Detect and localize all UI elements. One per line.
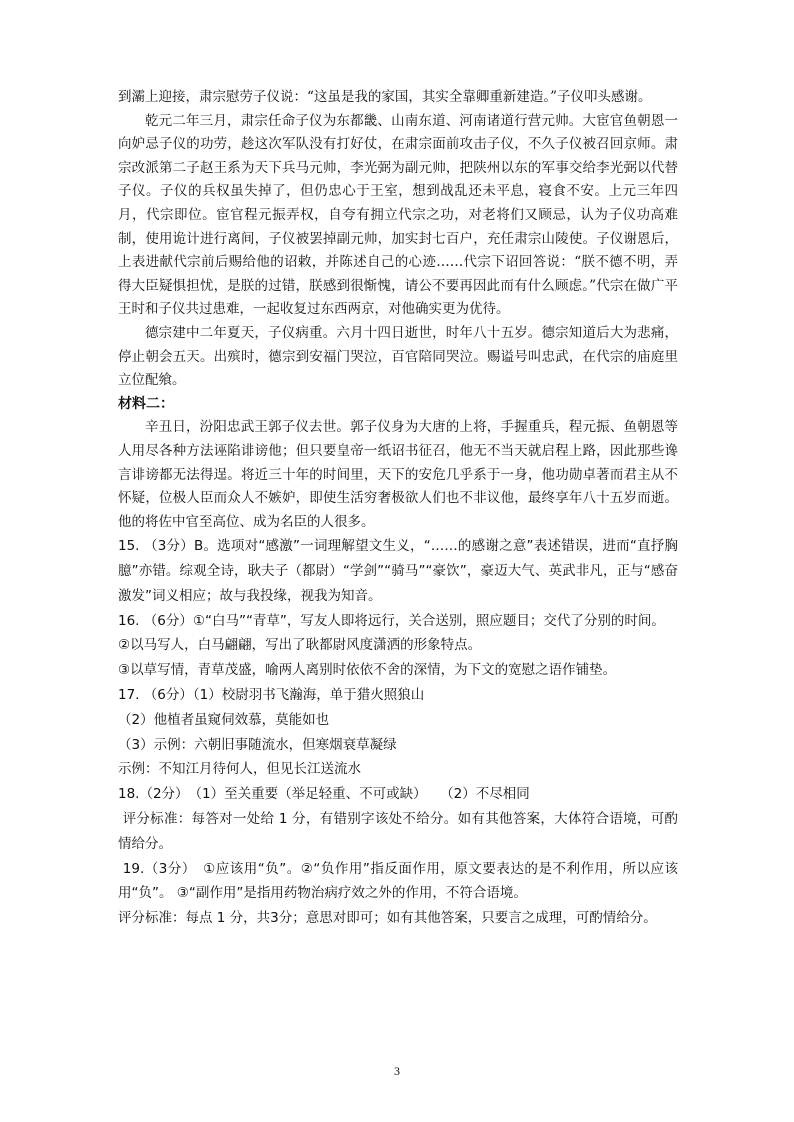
page-content <box>118 86 678 931</box>
material1-paragraph-1: 乾元二年三月，肃宗任命子仪为东都畿、山南东道、河南诸道行营元帅。大宦官鱼朝恩一向妒忌子仪的功劳，趁这次军队没有打好仗，在肃宗面前攻击子仪，不久子仪被召回京师。肃宗改派第二子赵王系为天下兵马元帅，李光弼为副元帅，把陕州以东的军事交给李光弼以代替子仪。子仪的兵权虽失掉了，但仍忠心于王室，想到战乱还未平息，寝食不安。上元三年四月，代宗即位。宦官程元振弄权，自夸有拥立代宗之功，对老将们又顾忌，认为子仪功高难制，使用诡计进行离间，子仪被罢掉副元帅，加实封七百户，充任肃宗山陵使。子仪谢恩后，上表进献代宗前后赐给他的诏敕，并陈述自己的心迹……代宗下诏回答说：“朕不德不明，弄得大臣疑惧担忧，是朕的过错，朕感到很惭愧，请公不要再因此而有什么顾虑。”代宗在做广平王时和子仪共过患难，一起收复过东西两京，对他确实更为优待。 <box>118 112 678 318</box>
answer-16-point-1: 16. （6分）①“白马”“青草”，写友人即将远行，关合送别，照应题目；交代了分别的时间。 <box>118 612 665 629</box>
answer-16-point-2: ②以马写人，白马翩翩，写出了耿都尉风度潇洒的形象特点。 <box>118 637 482 654</box>
answer-18: 18.（2分） （1）至关重要（举足轻重、不可或缺） （2）不尽相同 <box>118 786 530 803</box>
answer-17-line-2: （2）他植者虽窥伺效慕，莫能如也 <box>118 711 330 728</box>
answer-19-scoring: 评分标准：每点 1 分，共3分；意思对即可；如有其他答案，只要言之成理，可酌情给分。 <box>118 910 657 927</box>
answer-16-point-3: ③以草写情，青草茂盛，喻两人离别时依依不舍的深情，为下文的宽慰之语作铺垫。 <box>118 662 617 679</box>
answer-17-line-3: （3）示例：六朝旧事随流水，但寒烟衰草凝绿 <box>118 736 397 753</box>
answer-18-scoring: 评分标准：每答对一处给 1 分，有错别字该处不给分。如有其他答案，大体符合语境，可酌情给分。 <box>118 811 679 852</box>
answer-17-line-1: 17. （6分）（1）校尉羽书飞瀚海，单于猎火照狼山 <box>118 687 425 704</box>
material2-paragraph: 辛丑日，汾阳忠武王郭子仪去世。郭子仪身为大唐的上将，手握重兵，程元振、鱼朝恩等人用尽各种方法诬陷诽谤他；但只要皇帝一纸诏书征召，他无不当天就启程上路，因此那些谗言诽谤都无法得逞。将近三十年的时间里，天下的安危几乎系于一身，他功勋卓著而君主从不怀疑，位极人臣而众人不嫉妒，即使生活穷奢极欲人们也不非议他，最终享年八十五岁而逝。他的将佐中官至高位、成为名臣的人很多。 <box>118 419 678 530</box>
material1-paragraph-2: 德宗建中二年夏天，子仪病重。六月十四日逝世，时年八十五岁。德宗知道后大为悲痛，停止朝会五天。出殡时，德宗到安福门哭泣，百官陪同哭泣。赐谥号叫忠武，在代宗的庙庭里立位配飨。 <box>118 324 678 389</box>
answer-19: 19.（3分） ①应该用“负”。②“负作用”指反面作用，原文要表达的是不利作用，所以应该用“负”。 ③“副作用”是指用药物治病疗效之外的作用，不符合语境。 <box>118 860 678 902</box>
answer-15: 15. （3分）B。选项对“感激”一词理解望文生义，“……的感谢之意”表述错误，进而“直抒胸臆”亦错。综观全诗，耿夫子（都尉）“学剑”“骑马”“豪饮”，豪迈大气、英武非凡，正与“感奋激发”词义相应；故与我投缘，视我为知音。 <box>118 538 678 604</box>
answer-17-line-4: 示例：不知江月待何人，但见长江送流水 <box>118 761 361 778</box>
material1-paragraph-0: 到灞上迎接，肃宗慰劳子仪说：“这虽是我的家国，其实全靠卿重新建造。”子仪叩头感谢。 <box>118 89 652 105</box>
material2-heading: 材料二： <box>118 395 174 412</box>
page-number: 3 <box>394 1064 400 1078</box>
